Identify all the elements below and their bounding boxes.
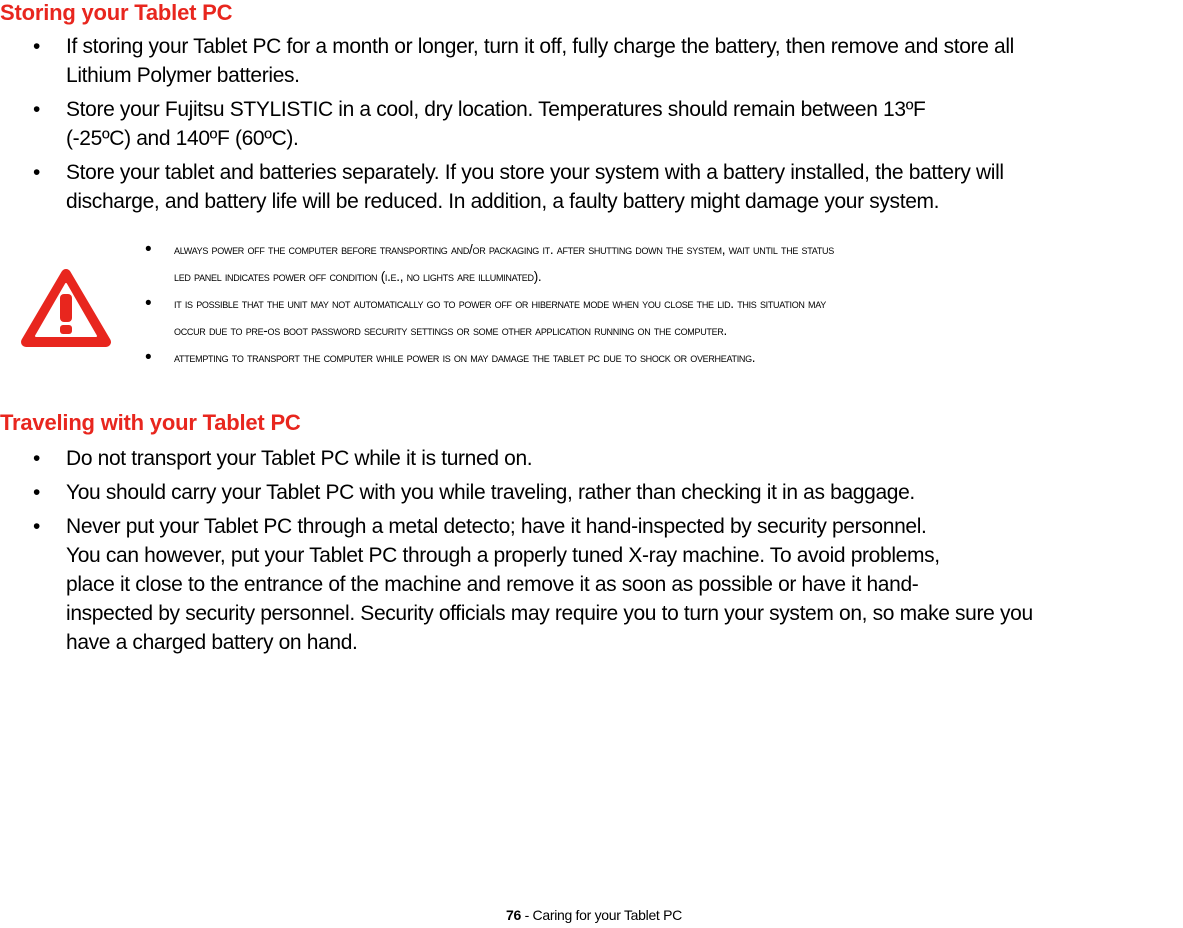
footer-separator: - <box>520 907 533 923</box>
list-item <box>0 512 1183 657</box>
list-item <box>0 32 1183 90</box>
list-item <box>0 444 1183 473</box>
list-item-line: • You should carry your Tablet PC with you while traveling, rather than checking it in as baggage. <box>66 481 915 504</box>
caution-item <box>0 236 1183 290</box>
list-item-line: place it close to the entrance of the machine and remove it as soon as possible or have it hand- <box>66 573 919 596</box>
caution-item-line: • attempting to transport the computer while power is on may damage the tablet pc due to shock or overheating. <box>174 350 756 365</box>
storing-bullet-list <box>0 32 1183 221</box>
list-item <box>0 95 1183 153</box>
page-footer <box>506 907 682 923</box>
caution-item <box>0 290 1183 344</box>
storing-section-title: Storing your Tablet PC <box>0 0 233 25</box>
list-item-line: • Store your tablet and batteries separately. If you store your system with a battery installed, the battery will <box>66 161 1004 184</box>
list-item <box>0 158 1183 216</box>
list-item-line: inspected by security personnel. Security officials may require you to turn your system on, so make sure you <box>66 602 1033 625</box>
caution-list <box>0 236 1183 371</box>
caution-item-line: • it is possible that the unit may not automatically go to power off or hibernate mode when you close the lid. this situation may <box>174 296 826 311</box>
caution-item-line: occur due to pre-os boot password security settings or some other application running on the computer. <box>174 323 727 338</box>
footer-chapter: Caring for your Tablet PC <box>532 907 682 923</box>
list-item-line: • If storing your Tablet PC for a month or longer, turn it off, fully charge the battery, then remove and store all <box>66 35 1014 58</box>
page-number: 76 <box>506 907 521 923</box>
list-item-line: • Do not transport your Tablet PC while it is turned on. <box>66 447 533 470</box>
list-item-line: discharge, and battery life will be reduced. In addition, a faulty battery might damage your system. <box>66 190 940 213</box>
traveling-section-title: Traveling with your Tablet PC <box>0 410 301 435</box>
list-item-line: have a charged battery on hand. <box>66 631 358 654</box>
caution-item-line: led panel indicates power off condition (i.e., no lights are illuminated). <box>174 269 542 284</box>
caution-item-line: • always power off the computer before transporting and/or packaging it. after shutting down the system, wait until the status <box>174 242 834 257</box>
list-item <box>0 478 1183 507</box>
list-item-line: • Store your Fujitsu STYLISTIC in a cool, dry location. Temperatures should remain between 13ºF <box>66 98 926 121</box>
list-item-line: (-25ºC) and 140ºF (60ºC). <box>66 127 299 150</box>
traveling-bullet-list <box>0 444 1183 662</box>
list-item-line: You can however, put your Tablet PC through a properly tuned X-ray machine. To avoid problems, <box>66 544 940 567</box>
list-item-line: Lithium Polymer batteries. <box>66 64 300 87</box>
list-item-line: • Never put your Tablet PC through a metal detecto; have it hand-inspected by security personnel. <box>66 515 927 538</box>
caution-item <box>0 344 1183 371</box>
